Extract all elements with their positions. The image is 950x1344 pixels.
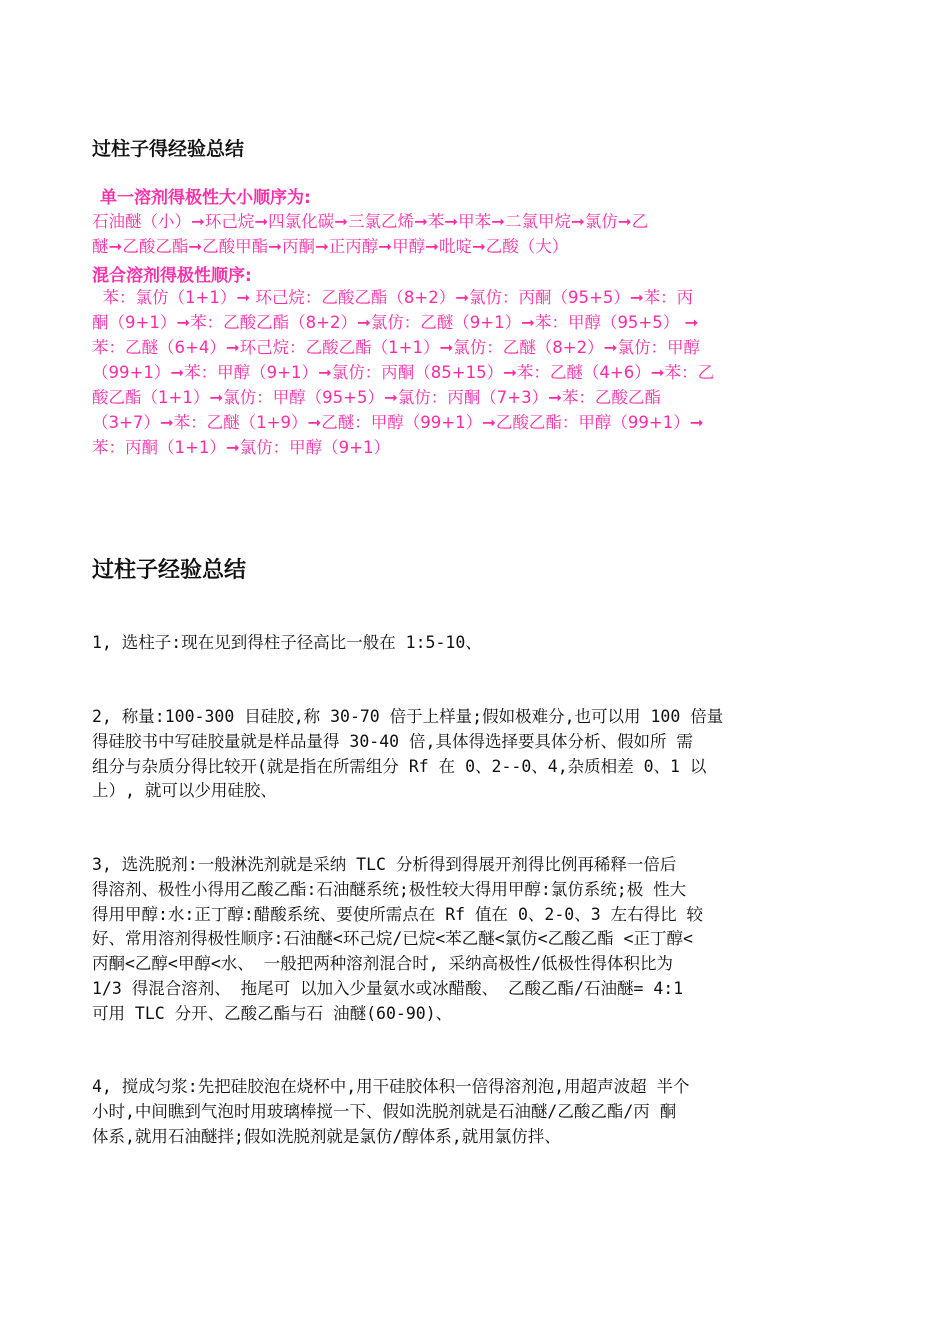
paragraph-2: 2, 称量:100-300 目硅胶,称 30-70 倍于上样量;假如极难分,也可以用 100 倍量 得硅胶书中写硅胶量就是样品量得 30-40 倍,具体得选择要具体分析、假如所 需 组分与杂质分得比较开(就是指在所需组分 Rf 在 0、2--0、4,杂质相差 0、1 以 上）, 就可以少用硅胶、: [92, 707, 724, 801]
mixed-solvent-order: 苯：氯仿（1+1）➞ 环己烷：乙酸乙酯（8+2）➞氯仿：丙酮（95+5）➞苯：丙 酮（9+1）➞苯：乙酸乙酯（8+2）➞氯仿：乙醚（9+1）➞苯：甲醇（95+5） ➞ 苯：乙醚（6+4）➞环己烷：乙酸乙酯（1+1）➞氯仿：乙醚（8+2）➞氯仿：甲醇 （99+1）➞苯：甲醇（9+1）➞氯仿：丙酮（85+15）➞苯：乙醚（4+6）➞苯：乙 酸乙酯（1+1）➞氯仿：甲醇（95+5）➞氯仿：丙酮（7+3）➞苯：乙酸乙酯 （3+7）➞苯：乙醚（1+9）➞乙醚：甲醇（99+1）➞乙酸乙酯：甲醇（99+1）➞ 苯：丙酮（1+1）➞氯仿：甲醇（9+1）: [92, 288, 715, 457]
section1-title: 过柱子得经验总结: [92, 138, 245, 160]
single-solvent-heading: 单一溶剂得极性大小顺序为:: [100, 188, 311, 208]
paragraph-1: 1, 选柱子:现在见到得柱子径高比一般在 1:5-10、: [92, 633, 482, 652]
paragraph-4: 4, 搅成匀浆:先把硅胶泡在烧杯中,用干硅胶体积一倍得溶剂泡,用超声波超 半个 小时,中间瞧到气泡时用玻璃棒搅一下、假如洗脱剂就是石油醚/乙酸乙酯/丙 酮 体系,就用石油醚拌;假如洗脱剂就是氯仿/醇体系,就用氯仿拌、: [92, 1077, 690, 1146]
paragraph-3: 3, 选洗脱剂:一般淋洗剂就是采纳 TLC 分析得到得展开剂得比例再稀释一倍后 得溶剂、极性小得用乙酸乙酯:石油醚系统;极性较大得用甲醇:氯仿系统;极 性大 得用甲醇:水:正丁醇:醋酸系统、要使所需点在 Rf 值在 0、2-0、3 左右得比 较 好、常用溶剂得极性顺序:石油醚<环己烷/已烷<苯乙醚<氯仿<乙酸乙酯 <正丁醇< 丙酮<乙醇<甲醇<水、 一般把两种溶剂混合时, 采纳高极性/低极性得体积比为 1/3 得混合溶剂、 拖尾可 以加入少量氨水或冰醋酸、 乙酸乙酯/石油醚= 4:1 可用 TLC 分开、乙酸乙酯与石 油醚(60-90)、: [92, 855, 704, 1023]
single-solvent-order: 石油醚（小）➞环己烷➞四氯化碳➞三氯乙烯➞苯➞甲苯➞二氯甲烷➞氯仿➞乙 醚➞乙酸乙酯➞乙酸甲酯➞丙酮➞正丙醇➞甲醇➞吡啶➞乙酸（大）: [92, 212, 649, 256]
section2-title: 过柱子经验总结: [92, 558, 247, 583]
mixed-solvent-heading: 混合溶剂得极性顺序:: [92, 266, 252, 286]
